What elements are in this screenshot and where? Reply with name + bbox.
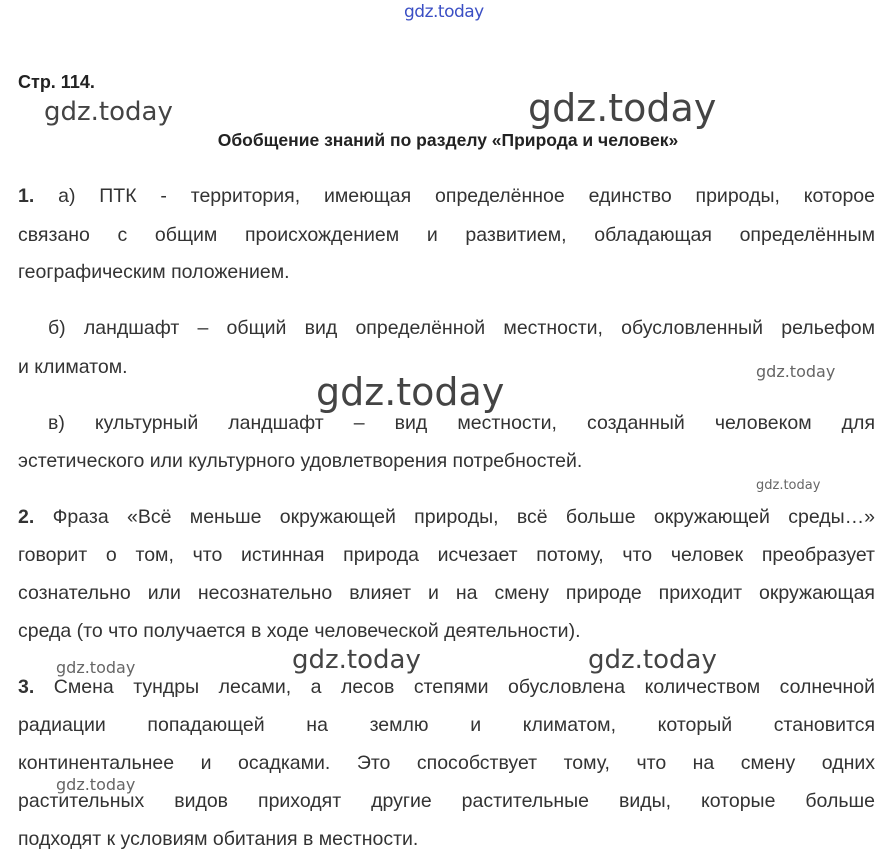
answer-2-line-2: говорит о том, что истинная природа исчезает потому, что человек преобразует <box>18 544 875 566</box>
answer-1b-line-2: и климатом. <box>18 356 128 378</box>
answer-3-line-5: подходят к условиям обитания в местности. <box>18 828 419 850</box>
section-title: Обобщение знаний по разделу «Природа и человек» <box>217 130 679 150</box>
answer-3-line-1: 3. Смена тундры лесами, а лесов степями обусловлена количеством солнечной <box>18 676 876 698</box>
answer-number: 2. <box>18 506 35 528</box>
watermark: gdz.today <box>756 362 836 381</box>
answer-2-line-4: среда (то что получается в ходе человеческой деятельности). <box>18 620 581 642</box>
watermark: gdz.today <box>756 478 821 493</box>
answer-2-line-1: 2. Фраза «Всё меньше окружающей природы, всё больше окружающей среды…» <box>18 506 876 528</box>
watermark: gdz.today <box>56 775 136 794</box>
answer-3-line-2: радиации попадающей на землю и климатом, который становится <box>18 714 875 736</box>
answer-number: 1. <box>18 185 35 207</box>
answer-1-line-3: географическим положением. <box>18 261 290 283</box>
answer-1-line-2: связано с общим происхождением и развитием, обладающая определённым <box>18 224 875 246</box>
answer-number: 3. <box>18 676 35 698</box>
watermark: gdz.today <box>44 97 173 127</box>
answer-1b-line-1: б) ландшафт – общий вид определённой местности, обусловленный рельефом <box>48 317 875 339</box>
answer-1-line-1: 1. а) ПТК - территория, имеющая определённое единство природы, которое <box>18 185 875 207</box>
watermark: gdz.today <box>528 86 717 130</box>
watermark: gdz.today <box>56 658 136 677</box>
answer-1c-line-2: эстетического или культурного удовлетворения потребностей. <box>18 450 583 472</box>
watermark: gdz.today <box>292 645 421 675</box>
answer-3-line-4: растительных видов приходят другие растительные виды, которые больше <box>18 790 875 812</box>
answer-3-line-3: континентальнее и осадками. Это способствует тому, что на смену одних <box>18 752 875 774</box>
answer-2-line-3: сознательно или несознательно влияет и на смену природе приходит окружающая <box>18 582 875 604</box>
watermark: gdz.today <box>316 370 505 414</box>
watermark: gdz.today <box>588 645 717 675</box>
watermark-top: gdz.today <box>404 2 484 22</box>
page-number: Стр. 114. <box>18 72 95 92</box>
answer-1c-line-1: в) культурный ландшафт – вид местности, созданный человеком для <box>48 412 875 434</box>
